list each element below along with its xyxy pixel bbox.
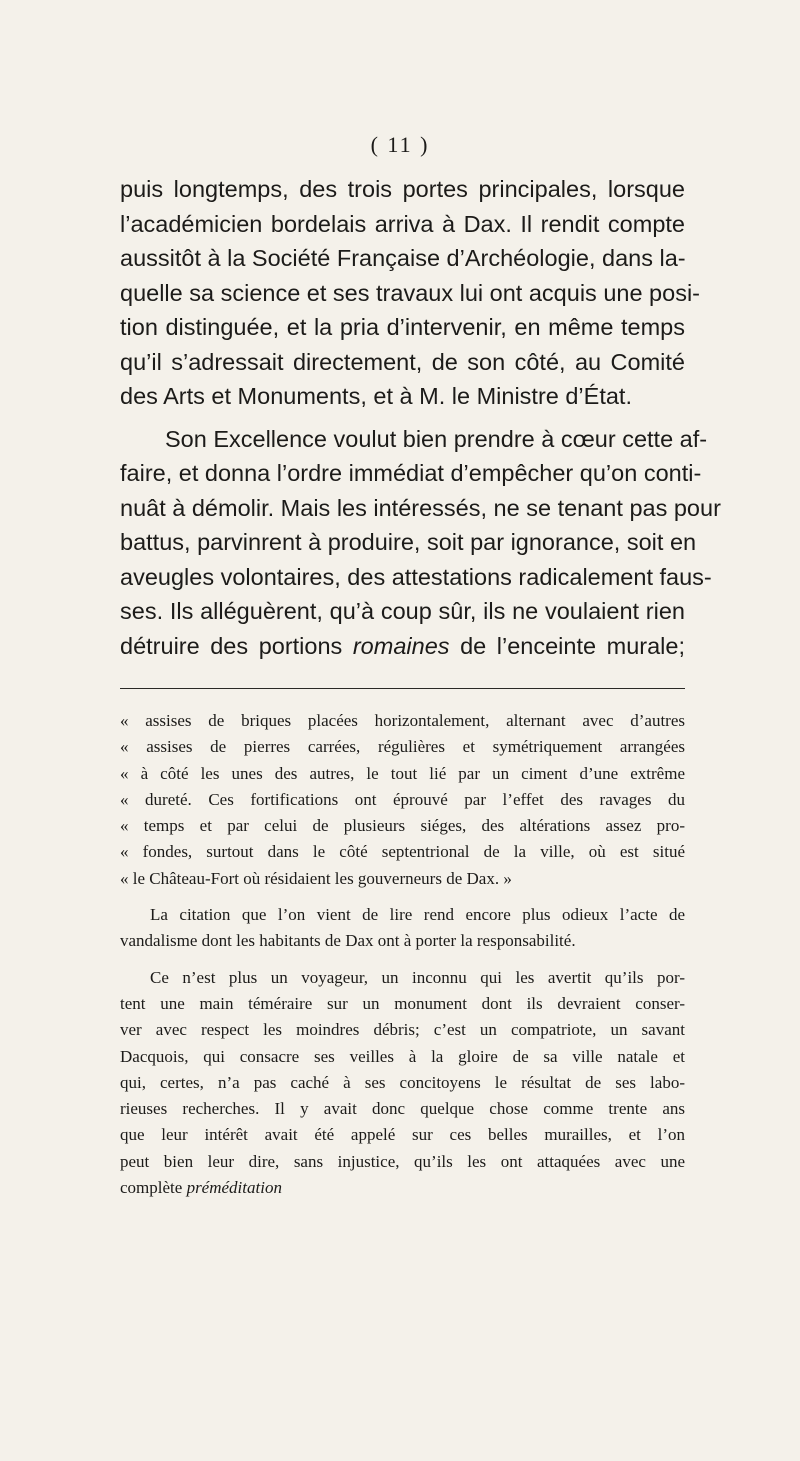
quote-block — [120, 708, 685, 892]
footnote-text — [120, 708, 685, 1201]
final-paragraph — [120, 965, 685, 1202]
italic-word: préméditation — [186, 1178, 282, 1198]
text-line: nuât à démolir. Mais les intéressés, ne se tenant pas pour — [120, 494, 721, 521]
text-line: aussitôt à la Société Française d’Archéologie, dans la- — [120, 245, 686, 271]
main-body-text — [120, 172, 721, 663]
note-line: peut bien leur dire, sans injustice, qu’ils les ont attaquées avec une — [120, 1151, 685, 1171]
note-line: « assises de briques placées horizontalement, alternant avec d’autres — [120, 711, 685, 730]
page-number: ( 11 ) — [370, 132, 430, 157]
note-line: rieuses recherches. Il y avait donc quelque chose comme trente ans — [120, 1099, 685, 1119]
note-line: ver avec respect les moindres débris; c’est un compatriote, un savant — [120, 1020, 685, 1040]
text-line: puis longtemps, des trois portes principales, lorsque — [120, 176, 685, 202]
note-line: « le Château-Fort où résidaient les gouverneurs de Dax. » — [120, 868, 512, 888]
text-fragment: détruire des portions — [120, 632, 353, 659]
italic-word: romaines — [352, 632, 450, 659]
text-line: tion distinguée, et la pria d’intervenir, en même temps — [120, 314, 685, 340]
text-line: quelle sa science et ses travaux lui ont acquis une posi- — [120, 279, 700, 306]
note-line: Dacquois, qui consacre ses veilles à la gloire de sa ville natale et — [120, 1046, 685, 1066]
text-line: battus, parvinrent à produire, soit par ignorance, soit en — [120, 529, 697, 555]
note-line: La citation que l’on vient de lire rend encore plus odieux l’acte de — [150, 905, 685, 925]
text-line — [120, 629, 685, 664]
text-line: des Arts et Monuments, et à M. le Ministre d’État. — [120, 383, 632, 409]
paragraph-2 — [120, 422, 721, 664]
paragraph-1 — [120, 172, 700, 414]
note-line: « dureté. Ces fortifications ont éprouvé par l’effet des ravages du — [120, 789, 685, 809]
note-line: tent une main téméraire sur un monument dont ils devraient conser- — [120, 993, 685, 1013]
text-line: ses. Ils alléguèrent, qu’à coup sûr, ils ne voulaient rien — [120, 598, 685, 624]
text-line: faire, et donna l’ordre immédiat d’empêcher qu’on conti- — [120, 460, 702, 486]
text-line: qu’il s’adressait directement, de son côté, au Comité — [120, 348, 685, 375]
note-line: « à côté les unes des autres, le tout lié par un ciment d’une extrême — [120, 763, 685, 783]
text-line: aveugles volontaires, des attestations radicalement faus- — [120, 563, 712, 590]
note-line — [120, 1175, 685, 1201]
text-line: l’académicien bordelais arriva à Dax. Il rendit compte — [120, 210, 685, 237]
note-line: « temps et par celui de plusieurs siéges, des altérations assez pro- — [120, 816, 685, 836]
note-line: qui, certes, n’a pas caché à ses concitoyens le résultat de ses labo- — [120, 1072, 685, 1092]
note-line: « assises de pierres carrées, régulières et symétriquement arrangées — [120, 737, 685, 757]
note-line: « fondes, surtout dans le côté septentrional de la ville, où est situé — [120, 842, 685, 862]
note-line: que leur intérêt avait été appelé sur ces belles murailles, et l’on — [120, 1125, 685, 1145]
text-fragment: complète — [120, 1178, 187, 1198]
citation-paragraph — [120, 902, 685, 955]
note-line: Ce n’est plus un voyageur, un inconnu qui les avertit qu’ils por- — [150, 967, 685, 987]
footnote-divider — [120, 688, 685, 689]
text-line: Son Excellence voulut bien prendre à cœur cette af- — [165, 425, 708, 452]
note-line: vandalisme dont les habitants de Dax ont à porter la responsabilité. — [120, 931, 576, 951]
text-fragment: de l’enceinte murale; — [449, 632, 685, 659]
